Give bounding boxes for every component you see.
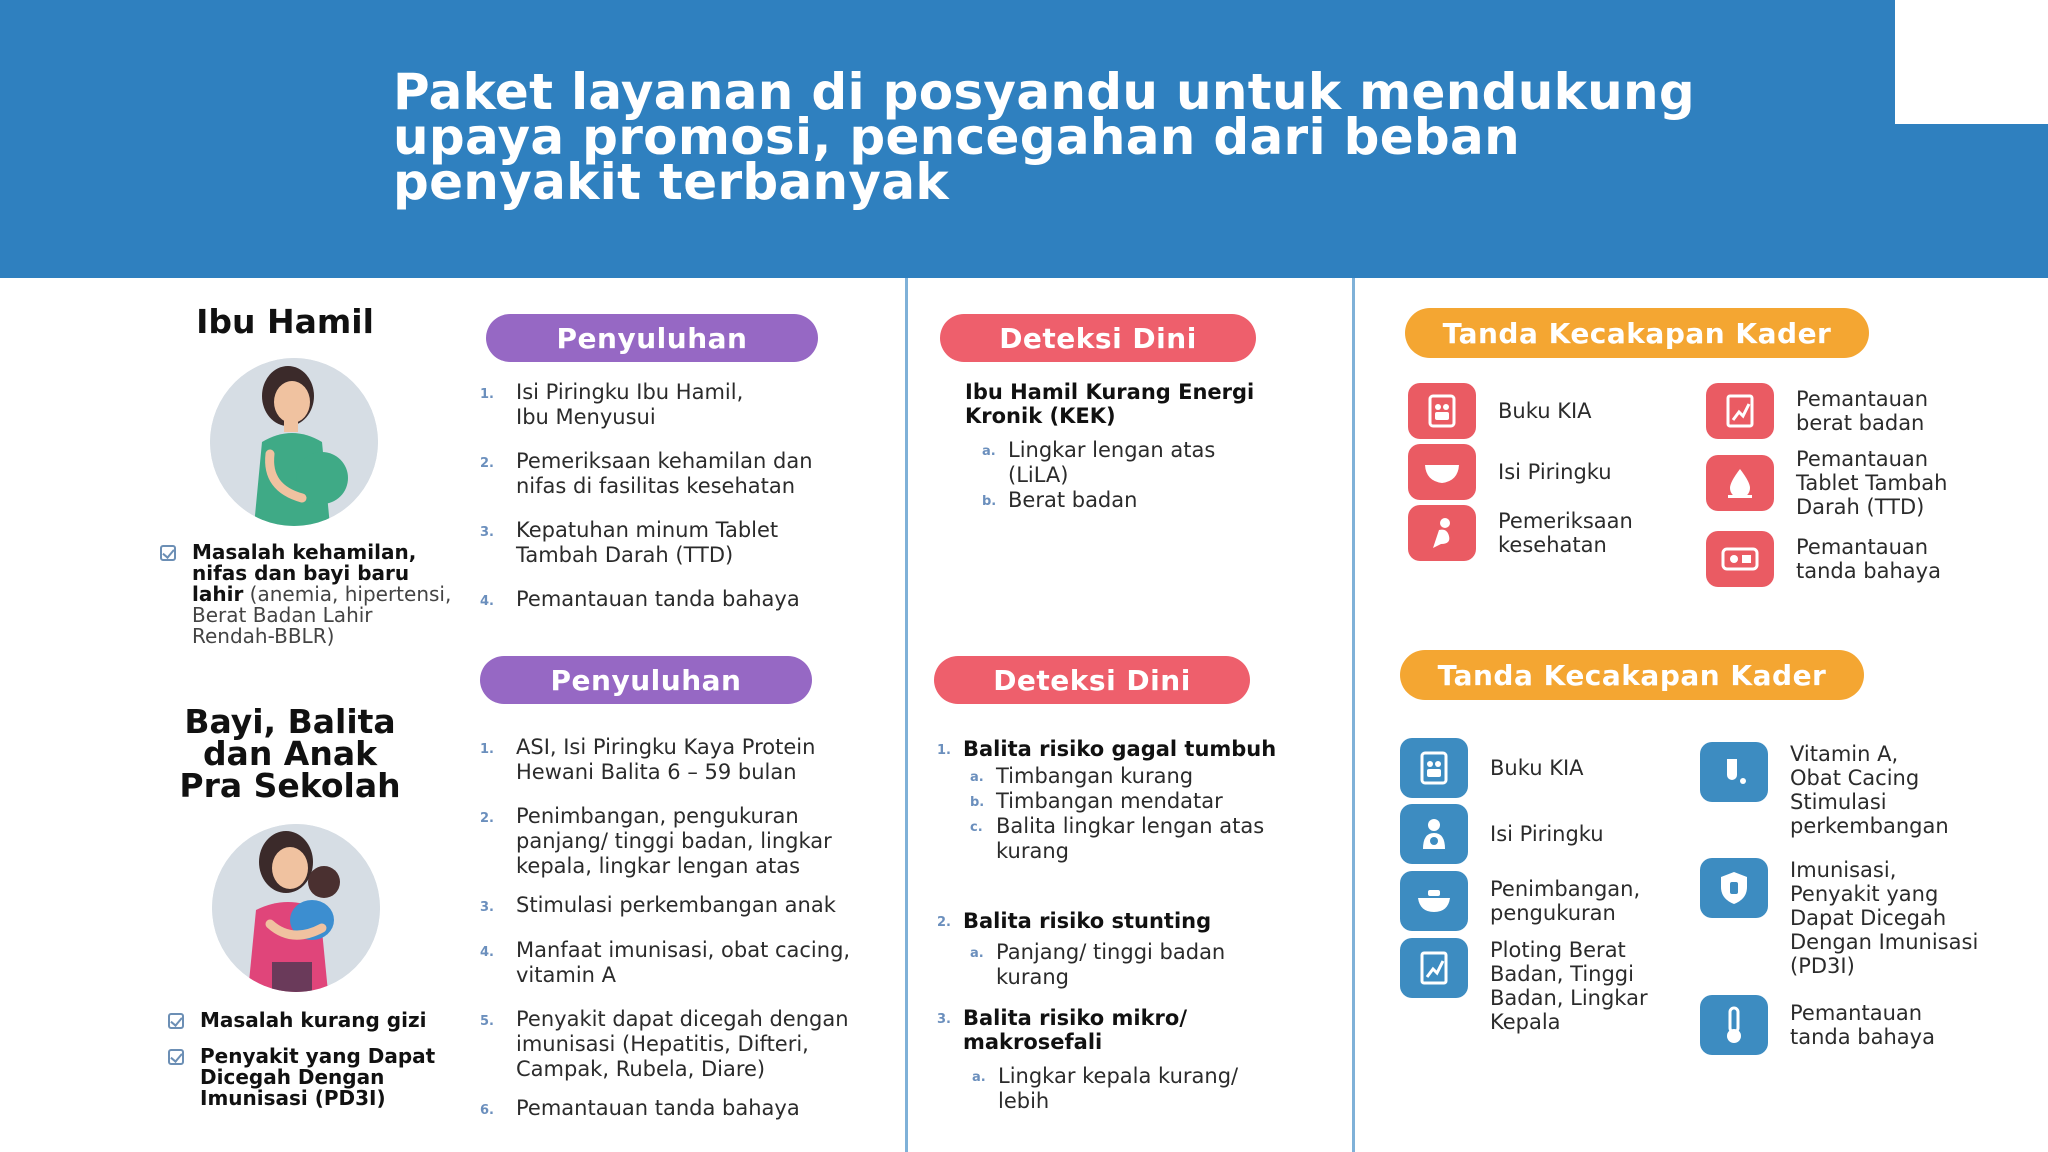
list-number: 6. [480,1103,494,1118]
list-number: 3. [480,525,494,540]
list-text: Timbangan kurang [996,764,1194,788]
kader-label-line: Pemantauan [1796,387,1929,411]
book-icon [1400,738,1468,798]
kader-badge: Tanda Kecakapan Kader [1400,650,1864,700]
kader-label [1790,858,1978,978]
list-number: 2. [480,811,494,826]
kader-label [1498,509,1633,557]
list-text: Manfaat imunisasi, obat cacing, [516,938,851,962]
list-number: 4. [480,945,494,960]
list-text: Isi Piringku Ibu Hamil, [516,380,744,404]
list-number: 1. [480,742,494,757]
problem-bold: Masalah kehamilan, nifas dan bayi baru lahir [192,540,417,606]
kader-label-line: Tablet Tambah [1796,471,1948,495]
column-divider [905,278,908,1152]
kader-label-line: kesehatan [1498,533,1607,557]
list-text: nifas di fasilitas kesehatan [516,474,796,498]
gagal-tumbuh-heading [937,737,1297,761]
kader-label-line: Pemantauan [1790,1001,1923,1025]
kader-label-line: tanda bahaya [1796,559,1941,583]
pregnant-woman-illustration [210,358,378,526]
problem-light: (anemia, hipertensi, Berat Badan Lahir Rendah-BBLR) [192,582,452,648]
list-text: (LiLA) [1008,463,1069,487]
kader-label-line: berat badan [1796,411,1925,435]
page-title [393,63,1813,211]
list-item [480,735,890,785]
column-divider [1352,278,1355,1152]
kader-label-line: Badan, Lingkar [1490,986,1648,1010]
kader-label-line: (PD3I) [1790,954,1855,978]
checkbox-icon [168,1049,184,1065]
kader-label-line: Penyakit yang [1790,882,1939,906]
list-text: Lingkar lengan atas [1008,438,1216,462]
ibu-hamil-problem-text [192,542,460,647]
list-item [480,587,880,612]
list-text: Ibu Menyusui [516,405,656,429]
chart-icon [1706,383,1774,439]
kader-label-line: tanda bahaya [1790,1025,1935,1049]
list-number: 5. [480,1014,494,1029]
kader-label-line: perkembangan [1790,814,1949,838]
kader-label-line: Stimulasi [1790,790,1887,814]
heading-text: Balita risiko mikro/ [963,1006,1187,1030]
page-title-line: upaya promosi, pencegahan dari beban [393,108,1520,166]
list-item [480,518,880,568]
kader-label-line: Imunisasi, [1790,858,1897,882]
list-text: Pemantauan tanda bahaya [516,587,800,611]
penyuluhan-badge: Penyuluhan [480,656,812,704]
kek-heading-line: Kronik (KEK) [965,404,1116,428]
penyuluhan-ibu-list [480,380,880,612]
list-text: Pemeriksaan kehamilan dan [516,449,813,473]
penyuluhan-balita-list [480,735,890,1121]
list-item [972,438,1302,488]
heading-text: Balita risiko stunting [963,909,1212,933]
kader-label [1790,742,1949,838]
gagal-tumbuh-list [960,764,1300,864]
ibu-hamil-title-text: Ibu Hamil [196,302,374,341]
list-text: Stimulasi perkembangan anak [516,893,836,917]
balita-title [140,702,440,805]
kader-item [1706,383,1928,439]
list-number: 2. [480,456,494,471]
list-number: 1. [480,387,494,402]
list-item [480,804,890,879]
list-text: Kepatuhan minum Tablet [516,518,779,542]
list-text: kurang [996,839,1069,863]
kader-label [1796,387,1928,435]
list-text: Pemantauan tanda bahaya [516,1096,800,1120]
kader-item [1700,742,1949,838]
kader-label-line: Dapat Dicegah [1790,906,1947,930]
kader-label-line: Ploting Berat [1490,938,1626,962]
checkbox-icon [160,545,176,561]
thermometer-icon [1700,995,1768,1055]
kader-item [1408,383,1592,439]
heading-text: Balita risiko gagal tumbuh [963,737,1277,761]
kader-item [1400,804,1604,864]
kader-label-line: pengukuran [1490,901,1616,925]
kader-label-line: Pemeriksaan [1498,509,1633,533]
list-text: imunisasi (Hepatitis, Difteri, [516,1032,809,1056]
balita-problem-text [200,1010,426,1031]
kader-label [1790,1001,1935,1049]
list-text: Hewani Balita 6 – 59 bulan [516,760,797,784]
kader-label-line: Darah (TTD) [1796,495,1925,519]
kader-label [1796,447,1947,519]
problem-bold: Masalah kurang gizi [200,1008,427,1032]
kader-item [1400,938,1648,1034]
list-item [480,1096,890,1121]
list-item [480,893,890,918]
stunting-heading [937,909,1297,933]
kader-label: Buku KIA [1490,756,1584,780]
kader-item [1706,447,1947,519]
penyuluhan-badge: Penyuluhan [486,314,818,362]
problem-bold: Penyakit yang Dapat Dicegah Dengan Imunisasi (PD3I) [200,1044,436,1110]
list-text: Berat badan [1008,488,1138,512]
kader-label-line: Vitamin A, [1790,742,1899,766]
list-text: Campak, Rubela, Diare) [516,1057,766,1081]
mikrosefali-list [962,1064,1302,1114]
scale-icon [1400,871,1468,931]
kader-item [1408,444,1612,500]
blood-drop-icon [1706,455,1774,511]
kader-label-line: Obat Cacing [1790,766,1920,790]
vitamin-icon [1700,742,1768,802]
list-number: 3. [480,900,494,915]
list-letter: a. [982,444,996,459]
kader-item [1700,858,1978,978]
stunting-list [960,940,1300,990]
list-text: Penimbangan, pengukuran [516,804,799,828]
list-text: kurang [996,965,1069,989]
kader-item [1706,531,1941,587]
balita-problem-1 [168,1010,468,1031]
chart-icon [1400,938,1468,998]
kader-label-line: Badan, Tinggi [1490,962,1634,986]
balita-title-line: dan Anak [202,734,378,773]
list-number: 3. [937,1012,951,1027]
list-item [960,789,1300,814]
balita-title-line: Bayi, Balita [184,702,396,741]
kader-label-line: Pemantauan [1796,447,1929,471]
list-letter: a. [970,770,984,785]
balita-title-line: Pra Sekolah [179,766,401,805]
list-item [480,1007,890,1082]
list-number: 2. [937,915,951,930]
ibu-hamil-problem [160,542,460,647]
kader-label-line: Dengan Imunisasi [1790,930,1979,954]
list-letter: b. [970,795,985,810]
list-item [962,1064,1302,1114]
kek-heading [965,380,1305,428]
kader-label-line: Penimbangan, [1490,877,1641,901]
list-letter: c. [970,820,983,835]
balita-problem-2 [168,1046,458,1109]
page-title-line: Paket layanan di posyandu untuk mendukung [393,63,1696,121]
kek-heading-line: Ibu Hamil Kurang Energi [965,380,1255,404]
mother-child-icon [1400,804,1468,864]
kader-label-line: Pemantauan [1796,535,1929,559]
heading-text: makrosefali [963,1030,1103,1054]
pregnant-checkup-icon [1408,505,1476,561]
list-text: ASI, Isi Piringku Kaya Protein [516,735,816,759]
list-letter: a. [972,1070,986,1085]
bowl-icon [1408,444,1476,500]
kader-label: Isi Piringku [1498,460,1612,484]
list-text: Balita lingkar lengan atas [996,814,1265,838]
header-corner [1895,0,2048,124]
kader-label [1490,877,1640,925]
list-text: Timbangan mendatar [996,789,1223,813]
list-letter: a. [970,946,984,961]
kader-label [1490,938,1648,1034]
kader-label: Isi Piringku [1490,822,1604,846]
list-letter: b. [982,494,997,509]
shield-icon [1700,858,1768,918]
list-item [480,449,880,499]
book-icon [1408,383,1476,439]
list-text: vitamin A [516,963,617,987]
kader-label: Buku KIA [1498,399,1592,423]
checkbox-icon [168,1013,184,1029]
list-text: Panjang/ tinggi badan [996,940,1226,964]
list-text: Lingkar kepala kurang/ [998,1064,1239,1088]
list-item [972,488,1302,513]
page-title-line: penyakit terbanyak [393,153,949,211]
list-item [960,940,1300,990]
list-text: kepala, lingkar lengan atas [516,854,801,878]
kader-item [1400,871,1640,931]
list-text: Tambah Darah (TTD) [516,543,734,567]
list-item [960,814,1300,864]
kader-item [1400,738,1584,798]
kader-item [1408,505,1633,561]
kader-item [1700,995,1935,1055]
list-text: lebih [998,1089,1050,1113]
list-number: 1. [937,743,951,758]
kek-list [972,438,1302,513]
list-item [960,764,1300,789]
list-item [480,380,880,430]
list-text: panjang/ tinggi badan, lingkar [516,829,832,853]
list-number: 4. [480,594,494,609]
list-item [480,938,890,988]
mother-child-illustration [212,824,380,992]
kader-badge: Tanda Kecakapan Kader [1405,308,1869,358]
kader-label-line: Kepala [1490,1010,1561,1034]
list-text: Penyakit dapat dicegah dengan [516,1007,849,1031]
deteksi-dini-badge: Deteksi Dini [934,656,1250,704]
deteksi-dini-badge: Deteksi Dini [940,314,1256,362]
kader-label [1796,535,1941,583]
ibu-hamil-title [160,302,410,341]
warning-icon [1706,531,1774,587]
balita-problem-text [200,1046,458,1109]
mikrosefali-heading [937,1006,1297,1054]
